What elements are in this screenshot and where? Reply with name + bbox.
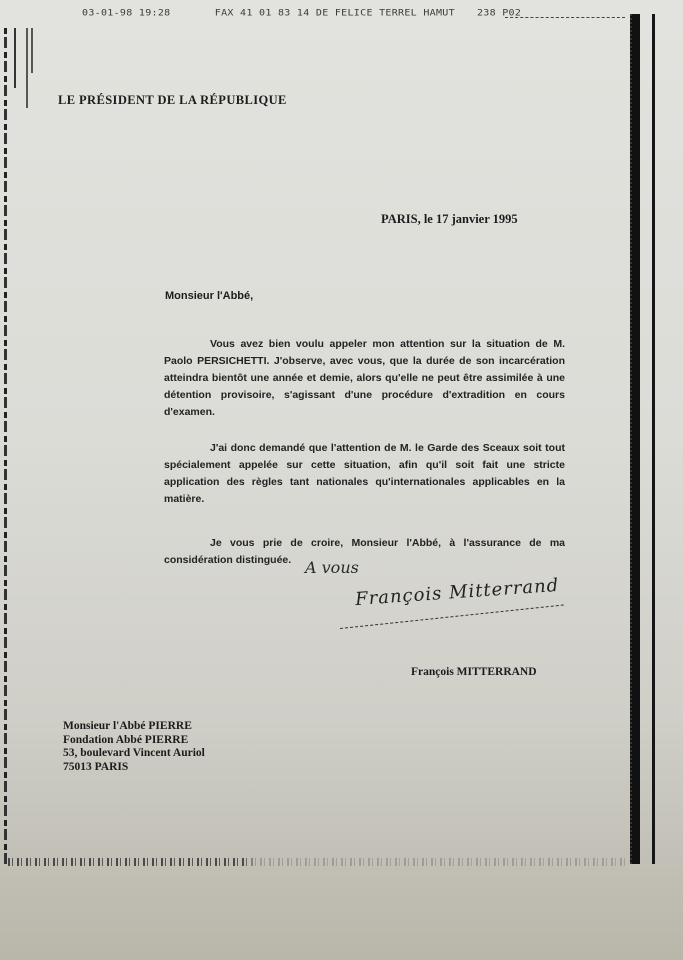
- fax-datetime: 03-01-98 19:28: [82, 8, 171, 19]
- recipient-street: 53, boulevard Vincent Auriol: [63, 747, 205, 759]
- letterhead: LE PRÉSIDENT DE LA RÉPUBLIQUE: [58, 93, 287, 107]
- recipient-city: 75013 PARIS: [63, 760, 129, 773]
- left-scan-edge: [4, 28, 7, 868]
- closing-paragraph: [164, 535, 565, 569]
- left-scan-artifact: [14, 28, 16, 88]
- paragraph-1-text: Vous avez bien voulu appeler mon attention sur la situation de M. Paolo PERSICHETTI. J'observe, avec vous, que la durée de son incarcération atteindra bientôt une année et demie, alors qu'elle ne peut être assimilée à une détention provisoire, s'agissant d'une procédure d'extradition en cours d'examen.: [164, 338, 565, 418]
- paragraph-2: [164, 440, 565, 508]
- salutation: Monsieur l'Abbé,: [165, 290, 254, 302]
- paragraph-1: [164, 336, 565, 421]
- right-scan-edge: [630, 14, 640, 864]
- handwritten-note: A vous: [305, 558, 359, 577]
- right-scan-line: [652, 14, 655, 864]
- recipient-name: Monsieur l'Abbé PIERRE: [63, 720, 192, 732]
- left-scan-artifact: [31, 28, 33, 73]
- handwritten-signature: François Mitterrand: [354, 574, 560, 611]
- fax-transmission-header: [82, 9, 521, 18]
- paragraph-2-text: J'ai donc demandé que l'attention de M. le Garde des Sceaux soit tout spécialement appelée sur cette situation, afin qu'il soit fait une stricte application des règles tant nationales qu'internationales applicables en la matière.: [164, 442, 565, 505]
- fax-top-rule: [505, 17, 625, 18]
- signer-name: François MITTERRAND: [411, 666, 537, 678]
- place-date: PARIS, le 17 janvier 1995: [381, 212, 518, 226]
- bottom-scan-noise: [8, 858, 628, 866]
- recipient-organization: Fondation Abbé PIERRE: [63, 733, 189, 746]
- recipient-address: [63, 720, 205, 774]
- fax-page: 238 P02: [476, 8, 522, 19]
- left-scan-artifact: [26, 28, 28, 108]
- fax-sender: FAX 41 01 83 14 DE FELICE TERREL HAMUT: [214, 8, 455, 19]
- closing-text: Je vous prie de croire, Monsieur l'Abbé, à l'assurance de ma considération distinguée.: [164, 537, 565, 566]
